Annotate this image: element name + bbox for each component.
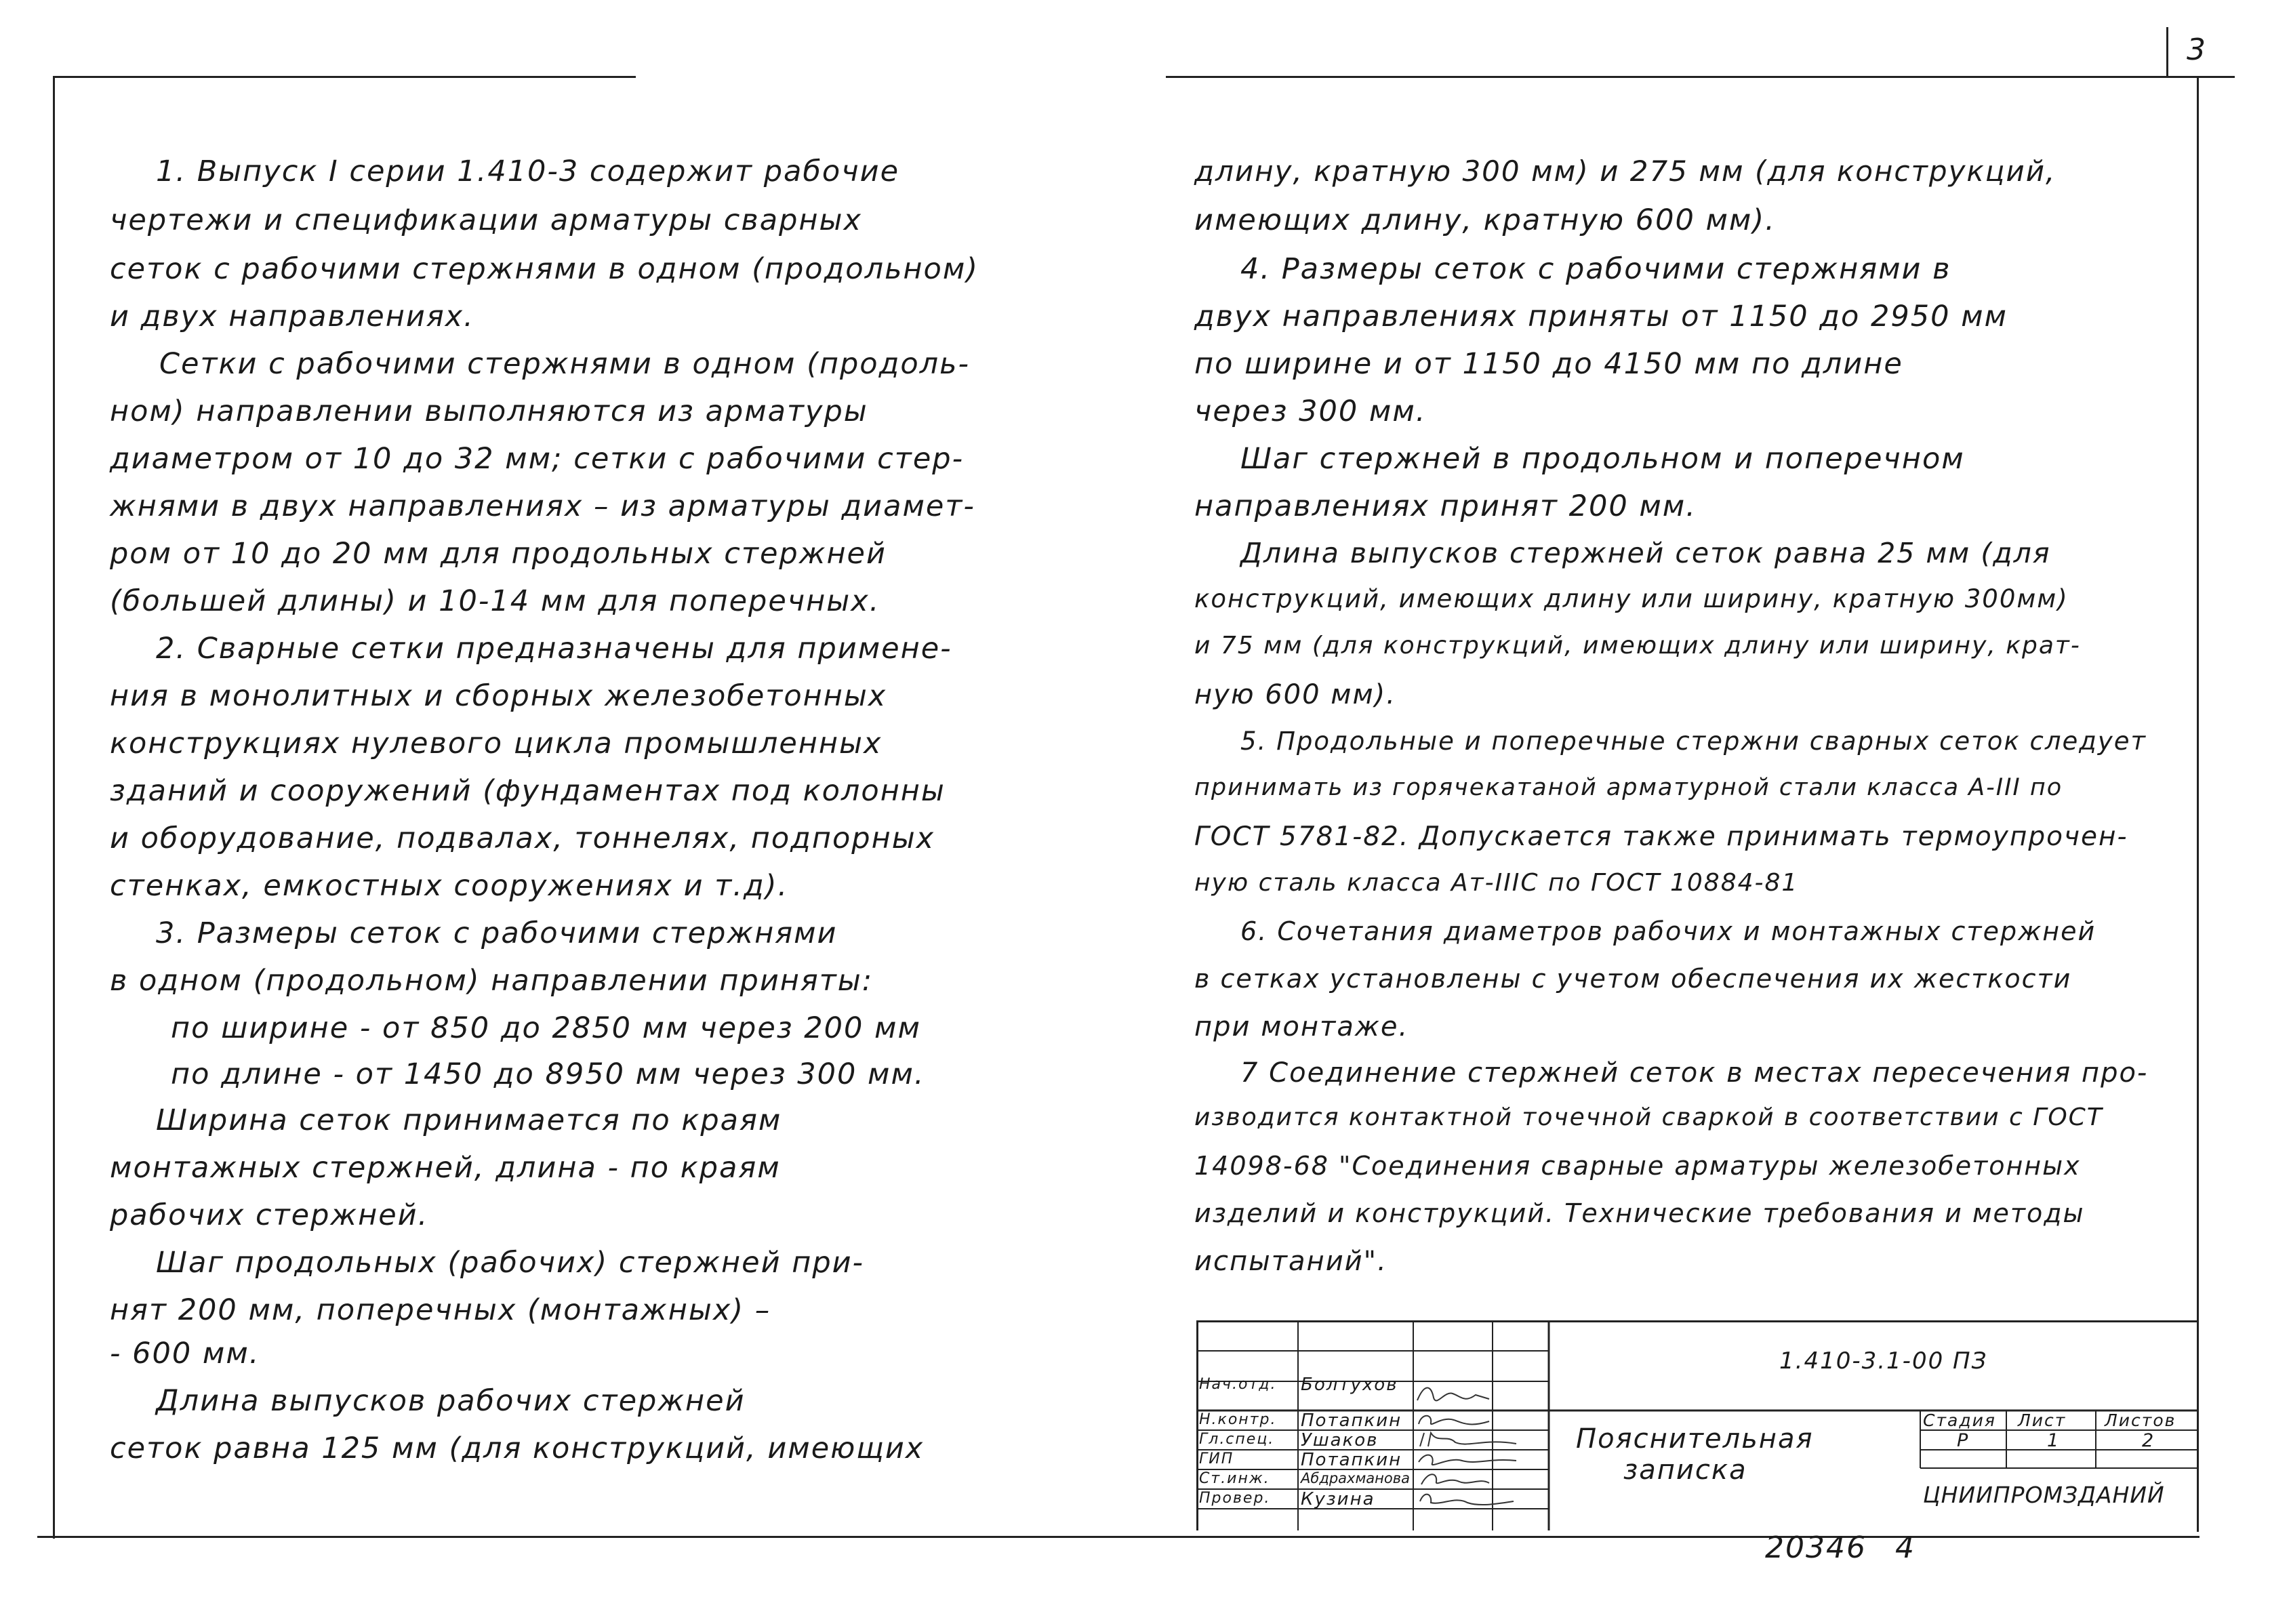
document-title-line2: записка xyxy=(1623,1455,1747,1486)
role-name: Абдрахманова xyxy=(1301,1470,1410,1486)
frame-right xyxy=(2197,76,2199,1532)
text-line: и 75 мм (для конструкций, имеющих длину или ширину, крат- xyxy=(1194,632,2081,659)
sheet-value: 1 xyxy=(2047,1430,2061,1451)
text-line: в одном (продольном) направлении приняты: xyxy=(110,964,874,998)
text-line: по ширине и от 1150 до 4150 мм по длине xyxy=(1194,347,1903,381)
text-line: испытаний". xyxy=(1194,1246,1387,1277)
text-line: ном) направлении выполняются из арматуры xyxy=(110,394,868,428)
title-block xyxy=(1196,1320,2198,1530)
sheets-value: 2 xyxy=(2142,1430,2155,1451)
text-line: конструкций, имеющих длину или ширину, кратную 300мм) xyxy=(1194,584,2069,613)
text-line: сеток равна 125 мм (для конструкций, имеющих xyxy=(110,1432,925,1465)
text-line: конструкциях нулевого цикла промышленных xyxy=(110,727,883,760)
text-line: монтажных стержней, длина - по краям xyxy=(110,1151,781,1185)
organization: ЦНИИПРОМЗДАНИЙ xyxy=(1923,1482,2165,1508)
text-line: и оборудование, подвалах, тоннелях, подпорных xyxy=(110,821,935,855)
text-line: при монтаже. xyxy=(1194,1011,1409,1042)
role-label: Н.контр. xyxy=(1199,1411,1277,1428)
stage-value: Р xyxy=(1957,1430,1970,1451)
text-line: Шаг продольных (рабочих) стержней при- xyxy=(156,1246,865,1280)
signature-2 xyxy=(1415,1410,1493,1430)
sheets-header: Листов xyxy=(2105,1410,2176,1430)
text-line: Ширина сеток принимается по краям xyxy=(156,1103,782,1137)
text-line: 1. Выпуск I серии 1.410-3 содержит рабочие xyxy=(156,155,900,188)
stage-header: Стадия xyxy=(1923,1410,1996,1430)
text-line: изделий и конструкций. Технические требования и методы xyxy=(1194,1198,2085,1228)
text-line: и двух направлениях. xyxy=(110,300,474,333)
sheet-number: 3 xyxy=(2187,33,2207,67)
text-line: ния в монолитных и сборных железобетонных xyxy=(110,679,887,713)
text-line: стенках, емкостных сооружениях и т.д). xyxy=(110,869,789,903)
text-line: Шаг стержней в продольном и поперечном xyxy=(1240,442,1965,476)
text-line: принимать из горячекатаной арматурной стали класса А-III по xyxy=(1194,774,2063,801)
text-line: 2. Сварные сетки предназначены для примене- xyxy=(156,632,952,666)
text-line: зданий и сооружений (фундаментах под колонны xyxy=(110,774,946,808)
text-line: направлениях принят 200 мм. xyxy=(1194,489,1697,523)
text-line: Длина выпусков рабочих стержней xyxy=(156,1384,746,1418)
inventory-number xyxy=(1765,1530,1916,1565)
sheet-header: Лист xyxy=(2018,1410,2067,1430)
text-line: сеток с рабочими стержнями в одном (продольном) xyxy=(110,252,979,286)
signature-6 xyxy=(1415,1489,1516,1509)
signature-5 xyxy=(1415,1469,1493,1489)
text-line: 4. Размеры сеток с рабочими стержнями в xyxy=(1240,252,1951,286)
text-line: через 300 мм. xyxy=(1194,394,1427,428)
text-line: 6. Сочетания диаметров рабочих и монтажных стержней xyxy=(1240,916,2096,946)
text-line: по ширине - от 850 до 2850 мм через 200 мм xyxy=(171,1011,921,1045)
role-name: Болтухов xyxy=(1301,1375,1398,1395)
role-label: Ст.инж. xyxy=(1199,1470,1270,1487)
inventory-number-value: 20346 xyxy=(1765,1530,1867,1565)
text-line: жнями в двух направлениях – из арматуры диамет- xyxy=(110,489,975,523)
document-code: 1.410-3.1-00 ПЗ xyxy=(1779,1347,1988,1375)
signature-3 xyxy=(1415,1430,1523,1450)
text-line: по длине - от 1450 до 8950 мм через 300 мм. xyxy=(171,1057,925,1091)
text-line: 3. Размеры сеток с рабочими стержнями xyxy=(156,916,838,950)
text-line: двух направлениях приняты от 1150 до 2950 мм xyxy=(1194,300,2008,333)
text-line: 14098-68 "Соединения сварные арматуры железобетонных xyxy=(1194,1151,2081,1181)
document-title-line1: Пояснительная xyxy=(1576,1423,1814,1455)
role-label: Нач.отд. xyxy=(1199,1376,1277,1393)
role-name: Потапкин xyxy=(1301,1450,1402,1470)
role-label: Провер. xyxy=(1199,1490,1271,1507)
text-line: нят 200 мм, поперечных (монтажных) – xyxy=(110,1293,771,1327)
text-line: ГОСТ 5781-82. Допускается также принимать термоупрочен- xyxy=(1194,821,2128,852)
text-line: изводится контактной точечной сваркой в соответствии с ГОСТ xyxy=(1194,1103,2103,1131)
signature-4 xyxy=(1415,1450,1523,1469)
role-name: Ушаков xyxy=(1301,1430,1379,1450)
role-label: ГИП xyxy=(1199,1450,1234,1467)
inventory-mark: 4 xyxy=(1894,1530,1916,1565)
text-line: имеющих длину, кратную 600 мм). xyxy=(1194,203,1776,237)
text-line: длину, кратную 300 мм) и 275 мм (для конструкций, xyxy=(1194,155,2056,188)
text-line: Длина выпусков стержней сеток равна 25 мм (для xyxy=(1240,537,2051,569)
text-line: - 600 мм. xyxy=(110,1337,260,1371)
text-line: диаметром от 10 до 32 мм; сетки с рабочими стер- xyxy=(110,442,965,476)
text-line: ром от 10 до 20 мм для продольных стержней xyxy=(110,537,887,571)
text-line: (большей длины) и 10-14 мм для поперечных. xyxy=(110,584,880,618)
text-line: рабочих стержней. xyxy=(110,1198,429,1232)
text-line: чертежи и спецификации арматуры сварных xyxy=(110,203,862,237)
text-line: ную 600 мм). xyxy=(1194,679,1396,710)
signature-1 xyxy=(1415,1380,1493,1410)
text-line: в сетках установлены с учетом обеспечения их жесткости xyxy=(1194,964,2072,994)
text-line: 5. Продольные и поперечные стержни сварных сеток следует xyxy=(1240,727,2147,756)
role-label: Гл.спец. xyxy=(1199,1431,1275,1448)
text-line: 7 Соединение стержней сеток в местах пересечения про- xyxy=(1240,1057,2149,1089)
role-name: Кузина xyxy=(1301,1489,1375,1509)
text-line: Сетки с рабочими стержнями в одном (продоль- xyxy=(159,347,970,381)
text-line: ную сталь класса Ат-IIIС по ГОСТ 10884-81 xyxy=(1194,869,1799,897)
role-name: Потапкин xyxy=(1301,1410,1402,1431)
